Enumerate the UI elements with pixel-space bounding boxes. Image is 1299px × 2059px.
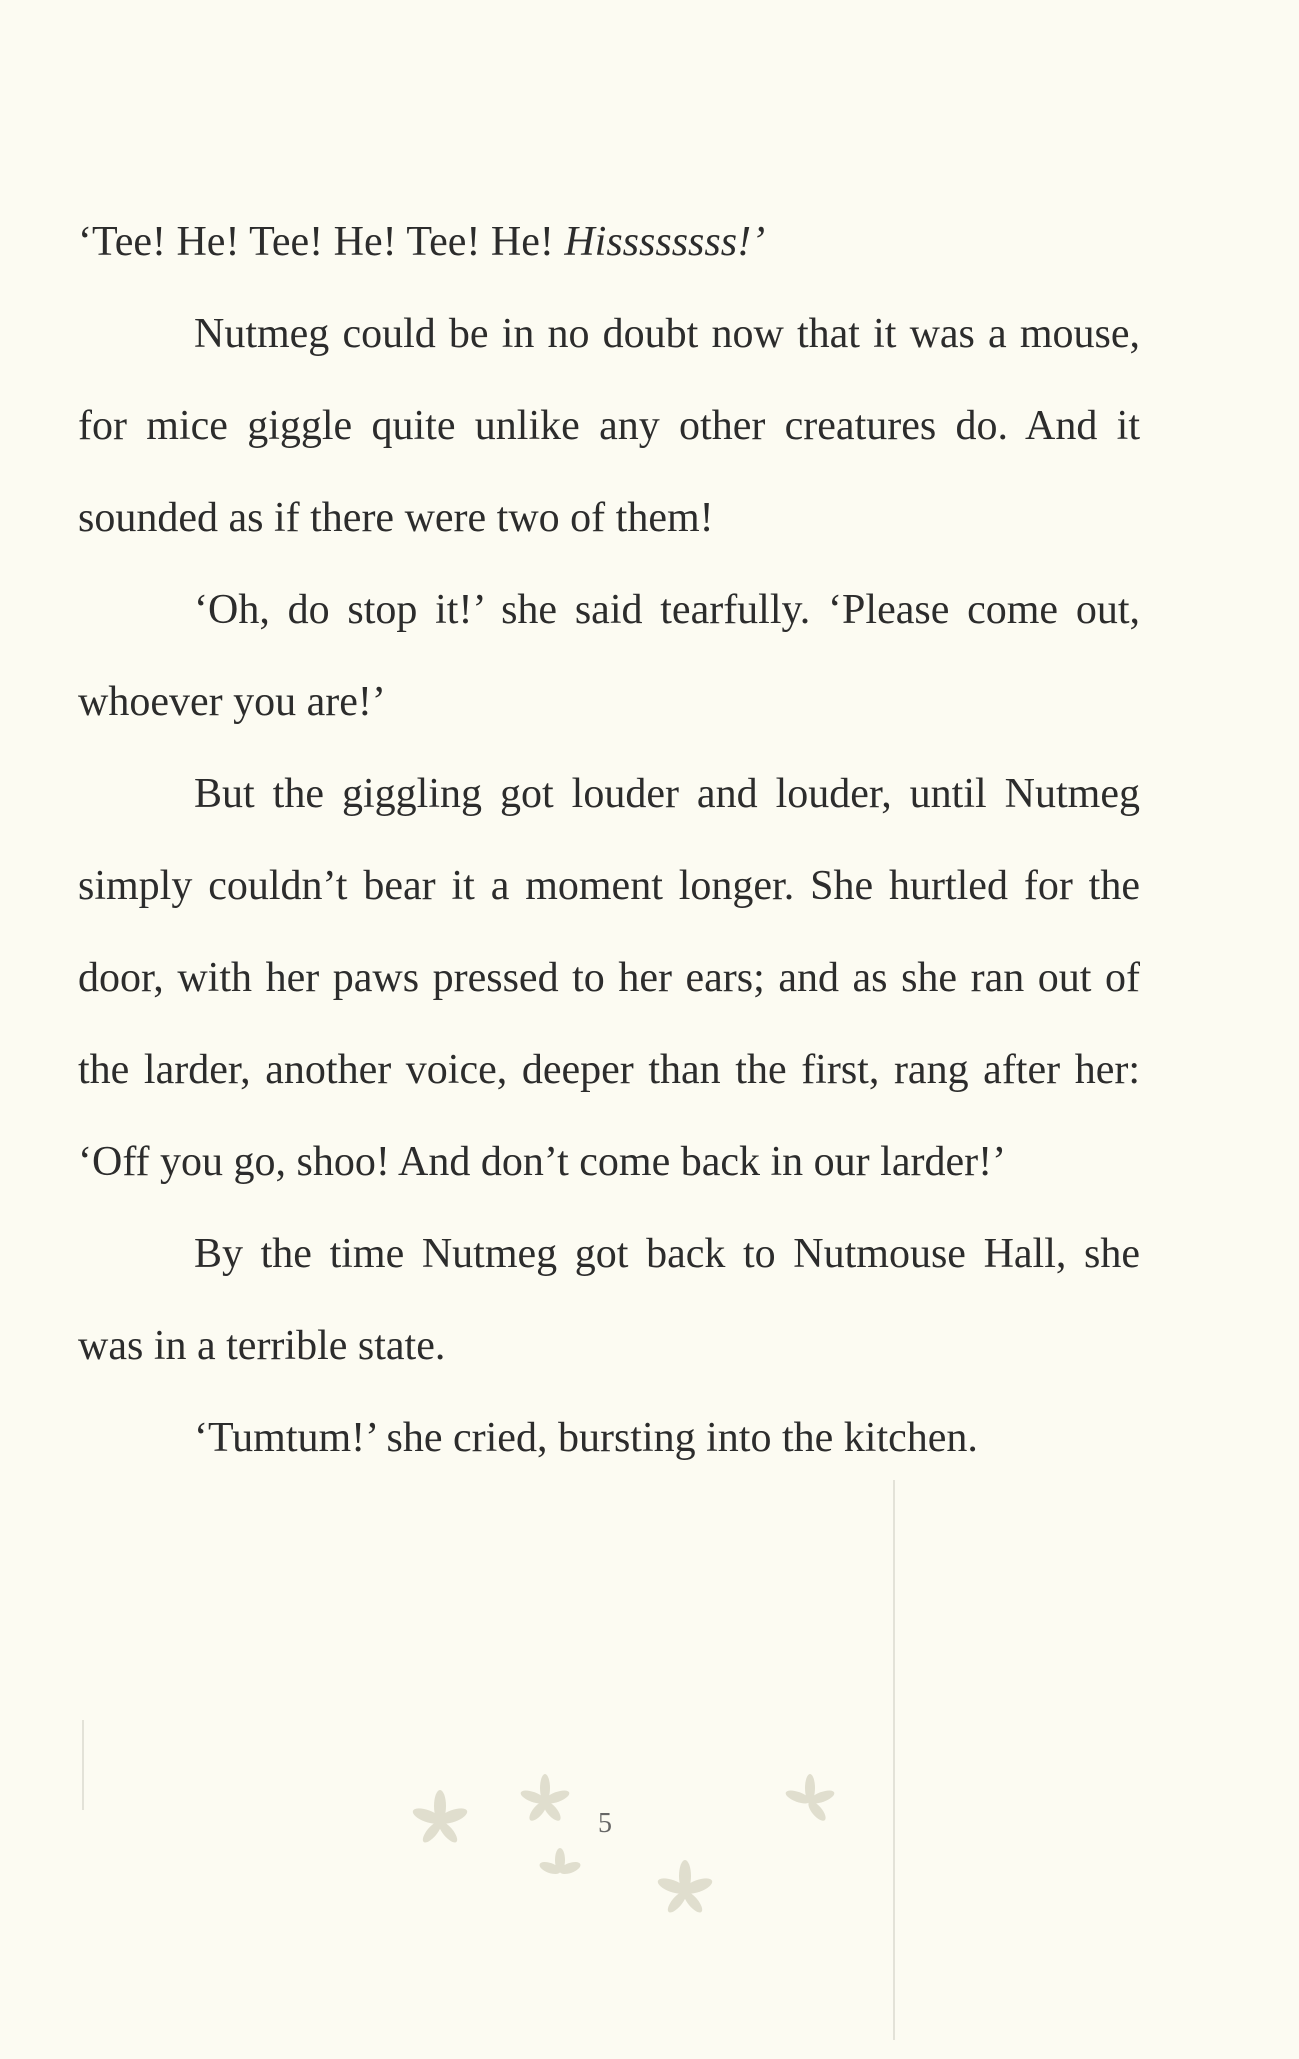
leaf-sprig-ornament-icon (380, 1740, 840, 1940)
body-text (78, 196, 1140, 1484)
paper-crease (893, 1480, 895, 2040)
paragraph-text: By the time Nutmeg got back to Nutmouse Hall, she was in a terrible state. (78, 1231, 1140, 1369)
paper-crease (82, 1720, 84, 1810)
paragraph (78, 748, 1140, 1208)
paragraph-text: ‘Tee! He! Tee! He! Tee! He! (78, 219, 565, 265)
paragraph (78, 1208, 1140, 1392)
paragraph-text: But the giggling got louder and louder, until Nutmeg simply couldn’t bear it a moment longer. She hurtled for the door, with her paws pressed to her ears; and as she ran out of the larder, another voice, deeper than the first, rang after her: ‘Off you go, shoo! And don’t come back in our larder!’ (78, 771, 1140, 1185)
paragraph-text: ‘Oh, do stop it!’ she said tearfully. ‘Please come out, whoever you are!’ (78, 587, 1140, 725)
paragraph-text: Nutmeg could be in no doubt now that it was a mouse, for mice giggle quite unlike any other creatures do. And it sounded as if there were two of them! (78, 311, 1140, 541)
paragraph (78, 288, 1140, 564)
paragraph (78, 196, 1140, 288)
paragraph (78, 1392, 1140, 1484)
page-number: 5 (598, 1808, 612, 1839)
paragraph-text: ‘Tumtum!’ she cried, bursting into the kitchen. (194, 1415, 978, 1461)
paragraph-text-italic: Hissssssss!’ (564, 219, 766, 265)
paragraph (78, 564, 1140, 748)
